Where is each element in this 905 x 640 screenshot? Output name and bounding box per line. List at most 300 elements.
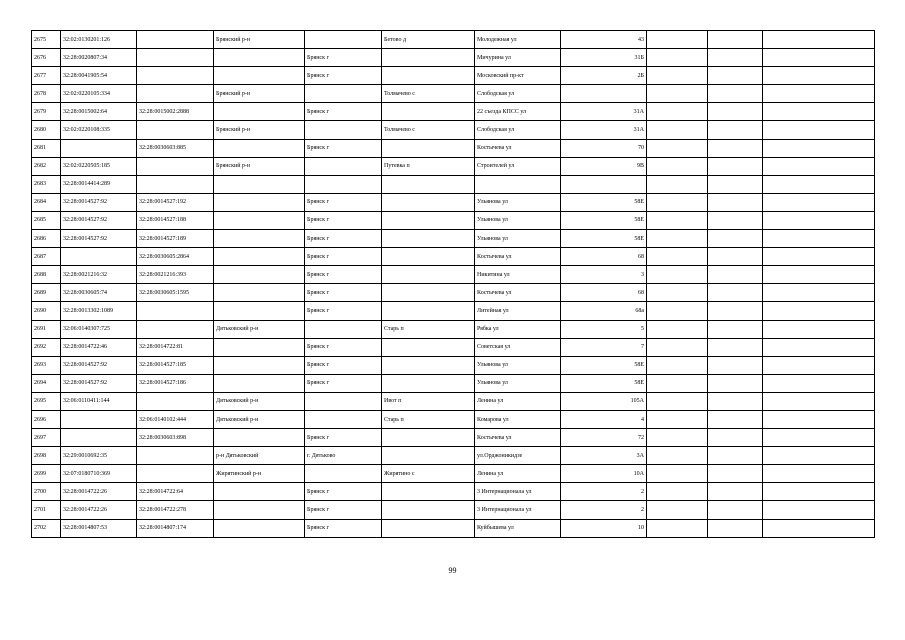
extra-2-cell	[708, 67, 763, 85]
settlement-cell	[382, 211, 475, 229]
extra-1-cell	[647, 49, 708, 67]
room-cadastral-number-cell: 32:06:0140102:444	[137, 410, 214, 428]
settlement-cell	[382, 266, 475, 284]
city-cell	[305, 320, 382, 338]
remark-cell	[763, 193, 875, 211]
cadastral-number-cell: 32:06:0140307:725	[61, 320, 137, 338]
extra-2-cell	[708, 374, 763, 392]
street-cell: Слободская ул	[475, 85, 561, 103]
room-cadastral-number-cell: 32:28:0014527:186	[137, 374, 214, 392]
settlement-cell	[382, 248, 475, 266]
district-cell	[214, 519, 305, 537]
city-cell: Брянск г	[305, 302, 382, 320]
street-cell: Куйбышева ул	[475, 519, 561, 537]
settlement-cell: Жирятино с	[382, 465, 475, 483]
extra-1-cell	[647, 447, 708, 465]
table-row	[32, 410, 875, 428]
cadastral-number-cell: 32:02:0220108:335	[61, 121, 137, 139]
remark-cell	[763, 465, 875, 483]
settlement-cell	[382, 374, 475, 392]
cadastral-number-cell: 32:28:0014527:92	[61, 230, 137, 248]
room-cadastral-number-cell: 32:28:0030605:2864	[137, 248, 214, 266]
district-cell	[214, 230, 305, 248]
district-cell: Дятьковский р-н	[214, 320, 305, 338]
remark-cell	[763, 429, 875, 447]
table-row	[32, 501, 875, 519]
house-cell: 5	[561, 320, 647, 338]
table-row	[32, 175, 875, 193]
extra-2-cell	[708, 103, 763, 121]
city-cell	[305, 31, 382, 49]
extra-1-cell	[647, 338, 708, 356]
remark-cell	[763, 501, 875, 519]
house-cell: 68а	[561, 302, 647, 320]
street-cell: ул.Орджоникидзе	[475, 447, 561, 465]
extra-2-cell	[708, 320, 763, 338]
district-cell	[214, 175, 305, 193]
street-cell: Московский пр-кт	[475, 67, 561, 85]
street-cell: Ульянова ул	[475, 230, 561, 248]
extra-1-cell	[647, 465, 708, 483]
row-number-cell: 2697	[32, 429, 61, 447]
row-number-cell: 2700	[32, 483, 61, 501]
street-cell: Комарова ул	[475, 410, 561, 428]
house-cell: 7	[561, 338, 647, 356]
house-cell: 31Б	[561, 49, 647, 67]
house-cell: 58Е	[561, 193, 647, 211]
table-row	[32, 157, 875, 175]
room-cadastral-number-cell: 32:28:0014722:81	[137, 338, 214, 356]
table-row	[32, 193, 875, 211]
extra-2-cell	[708, 248, 763, 266]
city-cell: Брянск г	[305, 67, 382, 85]
row-number-cell: 2675	[32, 31, 61, 49]
remark-cell	[763, 230, 875, 248]
room-cadastral-number-cell	[137, 121, 214, 139]
house-cell: 58Е	[561, 230, 647, 248]
table-row	[32, 519, 875, 537]
street-cell: Костычева ул	[475, 429, 561, 447]
street-cell: Мичурина ул	[475, 49, 561, 67]
table-row	[32, 302, 875, 320]
extra-1-cell	[647, 483, 708, 501]
extra-1-cell	[647, 157, 708, 175]
street-cell: 3 Интернационала ул	[475, 483, 561, 501]
house-cell: 2	[561, 483, 647, 501]
room-cadastral-number-cell	[137, 67, 214, 85]
street-cell: 22 съезда КПСС ул	[475, 103, 561, 121]
house-cell: 58Е	[561, 374, 647, 392]
table-row	[32, 67, 875, 85]
house-cell: 3А	[561, 447, 647, 465]
city-cell: Брянск г	[305, 103, 382, 121]
row-number-cell: 2686	[32, 230, 61, 248]
extra-1-cell	[647, 284, 708, 302]
cadastral-number-cell: 32:02:0130201:126	[61, 31, 137, 49]
city-cell: Брянск г	[305, 356, 382, 374]
settlement-cell	[382, 483, 475, 501]
cadastral-number-cell: 32:28:0021216:32	[61, 266, 137, 284]
street-cell: Костычева ул	[475, 139, 561, 157]
extra-2-cell	[708, 31, 763, 49]
cadastral-number-cell: 32:28:0030605:74	[61, 284, 137, 302]
remark-cell	[763, 320, 875, 338]
street-cell: Советская ул	[475, 338, 561, 356]
district-cell: Брянский р-н	[214, 31, 305, 49]
table-row	[32, 211, 875, 229]
street-cell: Молодежная ул	[475, 31, 561, 49]
settlement-cell	[382, 193, 475, 211]
settlement-cell	[382, 49, 475, 67]
street-cell: Ульянова ул	[475, 356, 561, 374]
extra-2-cell	[708, 392, 763, 410]
row-number-cell: 2691	[32, 320, 61, 338]
extra-2-cell	[708, 211, 763, 229]
cadastral-number-cell: 32:28:0014722:26	[61, 501, 137, 519]
extra-2-cell	[708, 501, 763, 519]
room-cadastral-number-cell: 32:28:0014527:185	[137, 356, 214, 374]
city-cell: Брянск г	[305, 211, 382, 229]
room-cadastral-number-cell	[137, 392, 214, 410]
house-cell: 31А	[561, 103, 647, 121]
room-cadastral-number-cell	[137, 465, 214, 483]
cadastral-number-cell: 32:02:0220105:334	[61, 85, 137, 103]
house-cell: 4	[561, 410, 647, 428]
extra-2-cell	[708, 483, 763, 501]
extra-1-cell	[647, 356, 708, 374]
extra-2-cell	[708, 230, 763, 248]
settlement-cell: Старь п	[382, 410, 475, 428]
extra-1-cell	[647, 410, 708, 428]
settlement-cell	[382, 429, 475, 447]
cadastral-number-cell: 32:29:0010692:35	[61, 447, 137, 465]
district-cell	[214, 284, 305, 302]
street-cell: Ленина ул	[475, 392, 561, 410]
cadastral-number-cell: 32:28:0014722:26	[61, 483, 137, 501]
extra-2-cell	[708, 121, 763, 139]
table-row	[32, 49, 875, 67]
house-cell: 68	[561, 248, 647, 266]
settlement-cell	[382, 67, 475, 85]
city-cell: Брянск г	[305, 338, 382, 356]
house-cell: 31А	[561, 121, 647, 139]
row-number-cell: 2693	[32, 356, 61, 374]
house-cell: 10	[561, 519, 647, 537]
street-cell: Строителей ул	[475, 157, 561, 175]
settlement-cell	[382, 284, 475, 302]
extra-2-cell	[708, 49, 763, 67]
house-cell: 58Е	[561, 356, 647, 374]
house-cell: 72	[561, 429, 647, 447]
cadastral-number-cell	[61, 248, 137, 266]
remark-cell	[763, 85, 875, 103]
remark-cell	[763, 374, 875, 392]
extra-2-cell	[708, 175, 763, 193]
extra-1-cell	[647, 230, 708, 248]
room-cadastral-number-cell	[137, 302, 214, 320]
district-cell	[214, 248, 305, 266]
table-row	[32, 465, 875, 483]
settlement-cell	[382, 230, 475, 248]
extra-2-cell	[708, 193, 763, 211]
cadastral-number-cell: 32:28:0041905:54	[61, 67, 137, 85]
settlement-cell	[382, 103, 475, 121]
row-number-cell: 2692	[32, 338, 61, 356]
remark-cell	[763, 103, 875, 121]
house-cell: 58Е	[561, 211, 647, 229]
extra-2-cell	[708, 85, 763, 103]
extra-1-cell	[647, 374, 708, 392]
room-cadastral-number-cell: 32:28:0021216:393	[137, 266, 214, 284]
city-cell: Брянск г	[305, 483, 382, 501]
street-cell: Костычева ул	[475, 284, 561, 302]
table-row	[32, 85, 875, 103]
district-cell	[214, 49, 305, 67]
extra-2-cell	[708, 266, 763, 284]
district-cell	[214, 429, 305, 447]
row-number-cell: 2685	[32, 211, 61, 229]
remark-cell	[763, 248, 875, 266]
row-number-cell: 2683	[32, 175, 61, 193]
extra-1-cell	[647, 519, 708, 537]
cadastral-number-cell: 32:02:0220505:185	[61, 157, 137, 175]
street-cell: Ульянова ул	[475, 211, 561, 229]
extra-1-cell	[647, 266, 708, 284]
table-row	[32, 483, 875, 501]
district-cell: Брянский р-н	[214, 85, 305, 103]
row-number-cell: 2681	[32, 139, 61, 157]
city-cell: Брянск г	[305, 519, 382, 537]
extra-1-cell	[647, 302, 708, 320]
district-cell: Дятьковский р-н	[214, 410, 305, 428]
extra-1-cell	[647, 175, 708, 193]
room-cadastral-number-cell: 32:28:0015002:2888	[137, 103, 214, 121]
cadastral-number-cell: 32:28:0015002:64	[61, 103, 137, 121]
cadastral-number-cell: 32:06:0110411:144	[61, 392, 137, 410]
street-cell: Ульянова ул	[475, 193, 561, 211]
extra-1-cell	[647, 320, 708, 338]
settlement-cell: Толмачево с	[382, 121, 475, 139]
remark-cell	[763, 447, 875, 465]
cadastral-number-cell: 32:28:0014722:46	[61, 338, 137, 356]
row-number-cell: 2699	[32, 465, 61, 483]
remark-cell	[763, 519, 875, 537]
extra-1-cell	[647, 31, 708, 49]
remark-cell	[763, 211, 875, 229]
cadastral-number-cell	[61, 139, 137, 157]
house-cell: 9В	[561, 157, 647, 175]
cadastral-number-cell: 32:28:0014527:92	[61, 193, 137, 211]
extra-2-cell	[708, 157, 763, 175]
room-cadastral-number-cell: 32:28:0014527:188	[137, 211, 214, 229]
remark-cell	[763, 67, 875, 85]
remark-cell	[763, 139, 875, 157]
cadastral-number-cell	[61, 410, 137, 428]
city-cell: Брянск г	[305, 266, 382, 284]
city-cell	[305, 392, 382, 410]
street-cell: Ульянова ул	[475, 374, 561, 392]
city-cell	[305, 85, 382, 103]
table-row	[32, 284, 875, 302]
row-number-cell: 2678	[32, 85, 61, 103]
row-number-cell: 2698	[32, 447, 61, 465]
city-cell	[305, 175, 382, 193]
house-cell	[561, 85, 647, 103]
cadastral-number-cell: 32:28:0013302:1089	[61, 302, 137, 320]
district-cell	[214, 103, 305, 121]
cadastral-number-cell: 32:28:0014527:92	[61, 211, 137, 229]
city-cell: Брянск г	[305, 284, 382, 302]
remark-cell	[763, 483, 875, 501]
extra-2-cell	[708, 139, 763, 157]
house-cell: 2	[561, 501, 647, 519]
extra-2-cell	[708, 356, 763, 374]
row-number-cell: 2701	[32, 501, 61, 519]
table-row	[32, 429, 875, 447]
room-cadastral-number-cell: 32:28:0014527:192	[137, 193, 214, 211]
table-row	[32, 356, 875, 374]
table-row	[32, 338, 875, 356]
extra-1-cell	[647, 501, 708, 519]
row-number-cell: 2679	[32, 103, 61, 121]
remark-cell	[763, 302, 875, 320]
remark-cell	[763, 157, 875, 175]
extra-2-cell	[708, 429, 763, 447]
extra-1-cell	[647, 211, 708, 229]
settlement-cell	[382, 519, 475, 537]
city-cell	[305, 121, 382, 139]
extra-2-cell	[708, 338, 763, 356]
cadastral-number-cell: 32:28:0014527:92	[61, 356, 137, 374]
page-number: 99	[448, 566, 457, 575]
room-cadastral-number-cell: 32:28:0030603:898	[137, 429, 214, 447]
room-cadastral-number-cell	[137, 320, 214, 338]
district-cell: Брянский р-н	[214, 157, 305, 175]
street-cell: Костычева ул	[475, 248, 561, 266]
settlement-cell	[382, 356, 475, 374]
district-cell	[214, 302, 305, 320]
city-cell	[305, 465, 382, 483]
row-number-cell: 2684	[32, 193, 61, 211]
extra-1-cell	[647, 429, 708, 447]
street-cell: Никитина ул	[475, 266, 561, 284]
room-cadastral-number-cell	[137, 49, 214, 67]
extra-1-cell	[647, 392, 708, 410]
settlement-cell: Старь п	[382, 320, 475, 338]
house-cell: 70	[561, 139, 647, 157]
street-cell: Ленина ул	[475, 465, 561, 483]
district-cell: р-н Дятьковский	[214, 447, 305, 465]
street-cell: Рябка ул	[475, 320, 561, 338]
cadastral-number-cell: 32:28:0014807:53	[61, 519, 137, 537]
house-cell: 68	[561, 284, 647, 302]
remark-cell	[763, 338, 875, 356]
room-cadastral-number-cell	[137, 157, 214, 175]
remark-cell	[763, 410, 875, 428]
room-cadastral-number-cell	[137, 31, 214, 49]
room-cadastral-number-cell: 32:28:0014527:189	[137, 230, 214, 248]
district-cell	[214, 501, 305, 519]
extra-1-cell	[647, 103, 708, 121]
city-cell: Брянск г	[305, 139, 382, 157]
table-row	[32, 320, 875, 338]
extra-2-cell	[708, 519, 763, 537]
row-number-cell: 2695	[32, 392, 61, 410]
table-row	[32, 392, 875, 410]
city-cell: Брянск г	[305, 49, 382, 67]
table-row	[32, 374, 875, 392]
table-row	[32, 139, 875, 157]
extra-2-cell	[708, 302, 763, 320]
district-cell	[214, 211, 305, 229]
row-number-cell: 2682	[32, 157, 61, 175]
extra-1-cell	[647, 139, 708, 157]
district-cell: Жирятинский р-н	[214, 465, 305, 483]
row-number-cell: 2696	[32, 410, 61, 428]
room-cadastral-number-cell: 32:28:0014722:278	[137, 501, 214, 519]
settlement-cell: Путевка п	[382, 157, 475, 175]
cadastral-number-cell: 32:07:0180710:369	[61, 465, 137, 483]
extra-2-cell	[708, 447, 763, 465]
district-cell	[214, 356, 305, 374]
cadastral-number-cell	[61, 429, 137, 447]
room-cadastral-number-cell: 32:28:0014807:174	[137, 519, 214, 537]
registry-table	[31, 30, 875, 538]
settlement-cell	[382, 338, 475, 356]
table-row	[32, 31, 875, 49]
room-cadastral-number-cell: 32:28:0014722:64	[137, 483, 214, 501]
extra-1-cell	[647, 67, 708, 85]
extra-1-cell	[647, 121, 708, 139]
row-number-cell: 2677	[32, 67, 61, 85]
settlement-cell: Бетово д	[382, 31, 475, 49]
table-row	[32, 447, 875, 465]
extra-1-cell	[647, 248, 708, 266]
cadastral-number-cell: 32:28:0020807:34	[61, 49, 137, 67]
settlement-cell	[382, 447, 475, 465]
house-cell: 10А	[561, 465, 647, 483]
street-cell: Слободская ул	[475, 121, 561, 139]
room-cadastral-number-cell	[137, 85, 214, 103]
house-cell: 2Б	[561, 67, 647, 85]
cadastral-number-cell: 32:28:0014527:92	[61, 374, 137, 392]
district-cell	[214, 193, 305, 211]
extra-1-cell	[647, 85, 708, 103]
settlement-cell	[382, 501, 475, 519]
row-number-cell: 2680	[32, 121, 61, 139]
extra-1-cell	[647, 193, 708, 211]
extra-2-cell	[708, 284, 763, 302]
city-cell: Брянск г	[305, 374, 382, 392]
room-cadastral-number-cell: 32:28:0030603:885	[137, 139, 214, 157]
district-cell	[214, 483, 305, 501]
district-cell	[214, 338, 305, 356]
city-cell: г. Дятьково	[305, 447, 382, 465]
row-number-cell: 2690	[32, 302, 61, 320]
room-cadastral-number-cell: 32:28:0030605:1595	[137, 284, 214, 302]
city-cell: Брянск г	[305, 429, 382, 447]
remark-cell	[763, 31, 875, 49]
row-number-cell: 2687	[32, 248, 61, 266]
settlement-cell: Ивот п	[382, 392, 475, 410]
remark-cell	[763, 356, 875, 374]
street-cell: Литейная ул	[475, 302, 561, 320]
settlement-cell	[382, 175, 475, 193]
extra-2-cell	[708, 410, 763, 428]
city-cell	[305, 410, 382, 428]
row-number-cell: 2702	[32, 519, 61, 537]
street-cell	[475, 175, 561, 193]
